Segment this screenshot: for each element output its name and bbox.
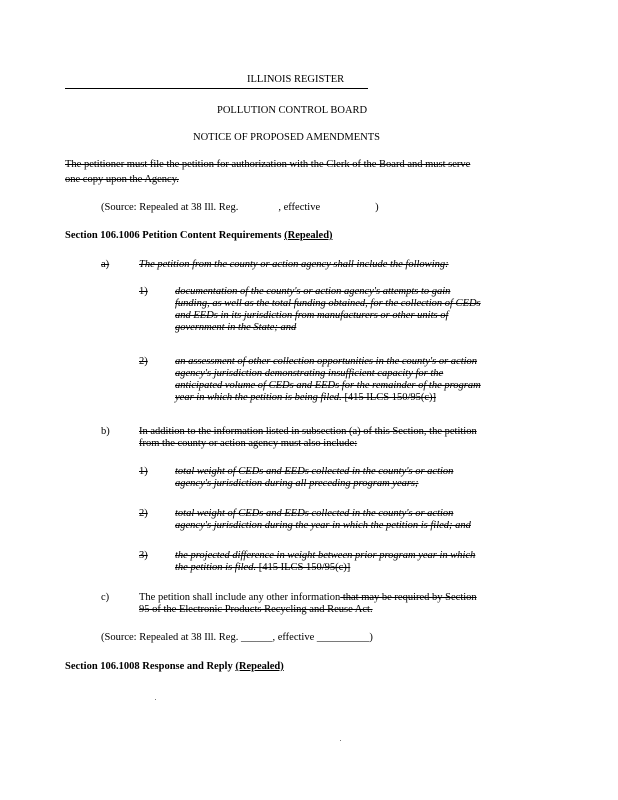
subsection-c-struck: that may be required by Section bbox=[340, 592, 477, 603]
item-b1-label: 1) bbox=[139, 466, 148, 477]
subsection-b-line: In addition to the information listed in subsection (a) of this Section, the petition bbox=[139, 426, 477, 437]
item-b2-label: 2) bbox=[139, 508, 148, 519]
item-a2-last: year in which the petition is being filed. bbox=[175, 392, 342, 404]
subsection-c-plain: The petition shall include any other information bbox=[139, 592, 341, 603]
subsection-a-text: The petition from the county or action agency shall include the following: bbox=[139, 259, 449, 270]
item-a2-label: 2) bbox=[139, 356, 148, 367]
item-a1-line: funding, as well as the total funding obtained, for the collection of CEDs bbox=[175, 298, 481, 310]
subsection-b-text bbox=[139, 426, 579, 450]
subsection-c-line-2: 95 of the Electronic Products Recycling and Reuse Act. bbox=[139, 604, 373, 616]
notice-title: NOTICE OF PROPOSED AMENDMENTS bbox=[193, 132, 380, 143]
subsection-c-label: c) bbox=[101, 592, 110, 603]
source-close: ) bbox=[375, 202, 379, 213]
item-b2-line: agency's jurisdiction during the year in which the petition is filed; and bbox=[175, 520, 471, 532]
item-a1-line: documentation of the county's or action agency's attempts to gain bbox=[175, 286, 451, 297]
board-title: POLLUTION CONTROL BOARD bbox=[217, 105, 368, 116]
section-1006-repealed: (Repealed) bbox=[284, 230, 333, 241]
item-b3-line bbox=[175, 562, 575, 574]
subsection-a-label: a) bbox=[101, 259, 110, 270]
source-effective: , effective bbox=[278, 202, 321, 213]
source-note-1 bbox=[101, 202, 379, 214]
item-b3-text bbox=[175, 550, 575, 574]
register-title: ILLINOIS REGISTER bbox=[247, 74, 345, 85]
source-note-2: (Source: Repealed at 38 Ill. Reg. ______, effective __________) bbox=[101, 632, 373, 643]
item-b3-last: the petition is filed. bbox=[175, 562, 257, 574]
subsection-c-line-1 bbox=[139, 592, 579, 604]
subsection-c-text bbox=[139, 592, 579, 616]
intro-line-1: The petitioner must file the petition for authorization with the Clerk of the Board and must serve bbox=[65, 159, 471, 170]
item-a2-text bbox=[175, 356, 575, 404]
item-a2-citation: [415 ILCS 150/95(c)] bbox=[344, 392, 437, 404]
subsection-b-line: from the county or action agency must also include: bbox=[139, 438, 358, 450]
scan-speck bbox=[340, 740, 341, 741]
section-1008-repealed: (Repealed) bbox=[235, 661, 284, 672]
header-rule bbox=[65, 88, 368, 89]
scan-speck bbox=[155, 699, 156, 700]
item-b3-line: the projected difference in weight between prior program year in which bbox=[175, 550, 476, 561]
item-b1-line: agency's jurisdiction during all preceding program years; bbox=[175, 478, 419, 490]
section-1006-heading bbox=[65, 230, 333, 242]
section-1008-heading bbox=[65, 661, 284, 673]
source-text: (Source: Repealed at 38 Ill. Reg. bbox=[101, 202, 239, 213]
item-b1-line: total weight of CEDs and EEDs collected in the county's or action bbox=[175, 466, 454, 477]
item-a1-line: and EEDs in its jurisdiction from manufacturers or other units of bbox=[175, 310, 449, 322]
section-1006-number: Section 106.1006 Petition Content Requirements bbox=[65, 230, 282, 241]
item-b2-line: total weight of CEDs and EEDs collected in the county's or action bbox=[175, 508, 454, 519]
item-a2-line: agency's jurisdiction demonstrating insufficient capacity for the bbox=[175, 368, 444, 380]
item-a2-line: an assessment of other collection opportunities in the county's or action bbox=[175, 356, 478, 367]
item-b3-label: 3) bbox=[139, 550, 148, 561]
item-a2-line bbox=[175, 392, 575, 404]
section-1008-number: Section 106.1008 Response and Reply bbox=[65, 661, 233, 672]
item-a1-label: 1) bbox=[139, 286, 148, 297]
item-a1-line: government in the State; and bbox=[175, 322, 297, 334]
item-a1-text bbox=[175, 286, 575, 334]
item-b3-citation: [415 ILCS 150/95(c)] bbox=[258, 562, 351, 574]
item-a2-line: anticipated volume of CEDs and EEDs for the remainder of the program bbox=[175, 380, 481, 392]
item-b1-text bbox=[175, 466, 575, 490]
item-b2-text bbox=[175, 508, 575, 532]
intro-line-2: one copy upon the Agency. bbox=[65, 174, 179, 185]
subsection-b-label: b) bbox=[101, 426, 110, 437]
